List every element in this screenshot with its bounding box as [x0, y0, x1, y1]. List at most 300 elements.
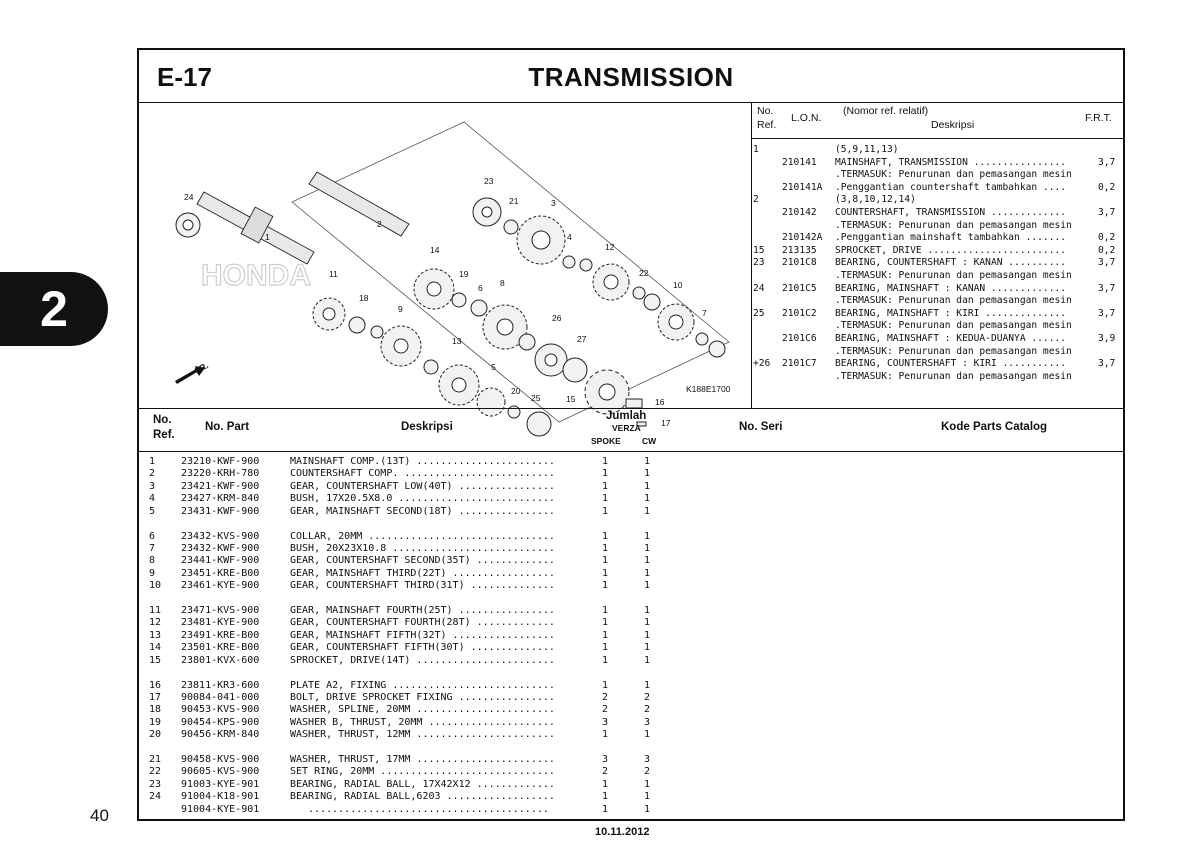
- part-cell-number: 23432-KWF-900: [181, 542, 260, 554]
- table-row: [139, 456, 759, 468]
- part-cell-number: 91003-KYE-901: [181, 778, 260, 790]
- callout-label: 7: [702, 308, 707, 318]
- gear-12-bore: [604, 275, 618, 289]
- part-cell-spoke: 1: [602, 493, 609, 505]
- gear-11-bore: [323, 308, 335, 320]
- table-row: [139, 729, 759, 741]
- washer-21c-part: [424, 360, 438, 374]
- lon-cell-desc: BEARING, MAINSHAFT : KEDUA-DUANYA ......: [835, 333, 1067, 344]
- gear-8-bore: [497, 319, 513, 335]
- callout-label: 5: [491, 362, 496, 372]
- part-cell-number: 91004-K18-901: [181, 791, 260, 803]
- bearing-27-part: [563, 358, 587, 382]
- part-cell-desc: COUNTERSHAFT COMP. .........................: [290, 468, 555, 480]
- lon-row: [751, 144, 1125, 157]
- lon-cell-desc: .Penggantian mainshaft tambahkan .......: [835, 232, 1067, 244]
- part-cell-spoke: 2: [602, 766, 609, 778]
- ring-22-part: [633, 287, 645, 299]
- lon-cell-lon: 2101C6: [782, 333, 817, 344]
- part-cell-desc: MAINSHAFT COMP.(13T) .......................: [290, 456, 555, 467]
- callout-label: 3: [551, 198, 556, 208]
- part-cell-desc: COLLAR, 20MM ...............................: [290, 530, 555, 542]
- table-row: [139, 642, 759, 654]
- part-cell-ref: 11: [149, 605, 162, 616]
- washer-21-part: [504, 220, 518, 234]
- part-cell-desc: GEAR, MAINSHAFT FIFTH(32T) .................: [290, 629, 555, 641]
- callout-label: 23: [484, 176, 494, 186]
- part-cell-ref: 19: [149, 716, 162, 728]
- part-cell-ref: 1: [149, 456, 156, 467]
- lon-cell-ref: 23: [753, 257, 765, 269]
- part-cell-spoke: 1: [602, 679, 609, 691]
- ring-22b-part: [371, 326, 383, 338]
- part-cell-desc: SET RING, 20MM .............................: [290, 766, 555, 778]
- parts-header-jumlah: Jumlah: [606, 410, 647, 422]
- part-cell-spoke: 1: [602, 530, 609, 542]
- parts-header-ref: Ref.: [153, 429, 175, 441]
- bearing-26-bore: [545, 354, 557, 366]
- lon-header-desc-top: (Nomor ref. relatif): [843, 105, 929, 117]
- lon-cell-lon: 2101C8: [782, 257, 817, 269]
- callout-label: 15: [566, 394, 576, 404]
- parts-header-spoke: SPOKE: [591, 436, 621, 446]
- table-row: [139, 779, 759, 791]
- gear-10-bore: [669, 315, 683, 329]
- gear-14-bore: [427, 282, 441, 296]
- gear-9-bore: [394, 339, 408, 353]
- part-cell-ref: 2: [149, 468, 156, 480]
- part-cell-spoke: 1: [602, 505, 609, 517]
- bush-4-part: [563, 256, 575, 268]
- part-cell-desc: GEAR, MAINSHAFT SECOND(18T) ................: [290, 505, 555, 517]
- washer-19b-part: [709, 341, 725, 357]
- part-cell-number: 23427-KRM-840: [181, 493, 260, 505]
- lon-cell-lon: 2101C7: [782, 358, 817, 370]
- part-cell-cw: 2: [644, 766, 651, 778]
- part-cell-spoke: 2: [602, 691, 609, 703]
- part-cell-cw: 1: [644, 629, 651, 641]
- table-row: [139, 680, 759, 692]
- parts-header-part: No. Part: [205, 421, 250, 433]
- table-row: [139, 630, 759, 642]
- table-row: [139, 531, 759, 543]
- section-title: TRANSMISSION: [528, 62, 734, 92]
- part-cell-spoke: 1: [602, 567, 609, 579]
- part-cell-desc: PLATE A2, FIXING ...........................: [290, 679, 555, 691]
- table-row: [139, 555, 759, 567]
- lon-cell-lon: 2101C5: [782, 282, 817, 294]
- lon-cell-desc: .TERMASUK: Penurunan dan pemasangan mesin: [835, 320, 1072, 332]
- honda-watermark: HONDA: [201, 259, 311, 292]
- lon-cell-desc: .TERMASUK: Penurunan dan pemasangan mesin: [835, 345, 1072, 357]
- table-row: [139, 605, 759, 617]
- callout-label: 25: [531, 393, 541, 403]
- lon-row: [751, 207, 1125, 220]
- lon-row: [751, 220, 1125, 233]
- part-cell-spoke: 1: [602, 778, 609, 790]
- part-cell-spoke: 1: [602, 642, 609, 654]
- lon-cell-ref: 15: [753, 244, 765, 256]
- lon-cell-frt: 3,7: [1098, 358, 1116, 370]
- part-cell-cw: 1: [644, 555, 651, 567]
- chapter-tab: [0, 272, 108, 346]
- part-cell-desc: BUSH, 17X20.5X8.0 ..........................: [290, 493, 555, 505]
- part-cell-cw: 3: [644, 754, 651, 765]
- table-row: [139, 568, 759, 580]
- part-cell-spoke: 1: [602, 729, 609, 741]
- callout-label: 20: [511, 386, 521, 396]
- lon-cell-frt: 3,7: [1098, 207, 1116, 218]
- part-cell-desc: BUSH, 20X23X10.8 ...........................: [290, 542, 555, 554]
- washer-19-part: [452, 293, 466, 307]
- lon-header-ref: Ref.: [757, 119, 777, 131]
- callout-label: 24: [184, 192, 194, 202]
- callout-label: 19: [459, 269, 469, 279]
- part-cell-desc: SPROCKET, DRIVE(14T) .......................: [290, 654, 555, 666]
- part-cell-cw: 1: [644, 580, 651, 592]
- lon-cell-desc: .TERMASUK: Penurunan dan pemasangan mesin: [835, 295, 1072, 307]
- lon-row: [751, 295, 1125, 308]
- part-cell-spoke: 1: [602, 629, 609, 641]
- table-row: [139, 704, 759, 716]
- callout-label: 26: [552, 313, 562, 323]
- part-cell-spoke: 3: [602, 754, 609, 765]
- bearing-24-bore: [183, 220, 193, 230]
- page-frame: [137, 48, 1125, 821]
- part-cell-ref: 9: [149, 567, 156, 579]
- part-cell-number: 23491-KRE-B00: [181, 629, 260, 641]
- lon-row: [751, 270, 1125, 283]
- part-cell-number: 23801-KVX-600: [181, 654, 260, 666]
- part-cell-number: 90458-KVS-900: [181, 754, 260, 765]
- lon-cell-frt: 3,9: [1098, 333, 1116, 344]
- lon-cell-frt: 0,2: [1098, 244, 1116, 256]
- lon-cell-desc: BEARING, COUNTERSHAFT : KIRI ...........: [835, 358, 1067, 370]
- table-row: [139, 468, 759, 480]
- parts-header-no: No.: [153, 414, 172, 426]
- lon-cell-ref: 24: [753, 282, 765, 294]
- table-row: [139, 481, 759, 493]
- lon-cell-ref: 2: [753, 194, 759, 206]
- part-cell-cw: 3: [644, 716, 651, 728]
- lon-cell-lon: 210142: [782, 207, 817, 218]
- part-cell-cw: 1: [644, 778, 651, 790]
- part-cell-desc: GEAR, MAINSHAFT THIRD(22T) .................: [290, 567, 555, 579]
- part-cell-cw: 1: [644, 542, 651, 554]
- callout-label: 4: [567, 232, 572, 242]
- lon-cell-desc: .TERMASUK: Penurunan dan pemasangan mesin: [835, 219, 1072, 231]
- part-cell-spoke: 1: [602, 605, 609, 616]
- lon-cell-lon: 2101C2: [782, 307, 817, 319]
- part-cell-cw: 1: [644, 567, 651, 579]
- lon-cell-desc: .Penggantian countershaft tambahkan ....: [835, 181, 1067, 193]
- lon-row: [751, 232, 1125, 245]
- part-cell-ref: 17: [149, 691, 162, 703]
- lon-row: [751, 182, 1125, 195]
- part-cell-desc: WASHER, SPLINE, 20MM .......................: [290, 704, 555, 716]
- part-cell-spoke: 1: [602, 468, 609, 480]
- part-cell-spoke: 1: [602, 555, 609, 567]
- part-cell-desc: BEARING, RADIAL BALL,6203 ..................: [290, 791, 555, 803]
- part-cell-desc: WASHER, THRUST, 12MM .......................: [290, 729, 555, 741]
- part-cell-number: 90456-KRM-840: [181, 729, 260, 741]
- callout-label: 17: [661, 418, 671, 428]
- part-cell-cw: 1: [644, 456, 651, 467]
- part-cell-desc: BEARING, RADIAL BALL, 17X42X12 .............: [290, 778, 555, 790]
- part-cell-desc: WASHER, THRUST, 17MM .......................: [290, 754, 555, 765]
- page-number: 40: [90, 806, 109, 825]
- collar-6-part: [471, 300, 487, 316]
- lon-row: [751, 245, 1125, 258]
- part-cell-ref: 5: [149, 505, 156, 517]
- part-cell-desc: GEAR, COUNTERSHAFT LOW(40T) ................: [290, 480, 555, 492]
- table-row: [139, 617, 759, 629]
- part-cell-number: 23421-KWF-900: [181, 480, 260, 492]
- lon-cell-ref: 25: [753, 307, 765, 319]
- parts-table-header: [139, 408, 1123, 452]
- countershaft-outline: [292, 122, 729, 422]
- lon-cell-desc: BEARING, MAINSHAFT : KIRI ..............: [835, 307, 1067, 319]
- table-row: [139, 692, 759, 704]
- callout-label: 12: [605, 242, 615, 252]
- parts-header-catalog: Kode Parts Catalog: [941, 421, 1048, 433]
- callout-label: 18: [359, 293, 369, 303]
- table-row: [139, 655, 759, 667]
- countershaft: [309, 172, 409, 236]
- lon-header-desc: Deskripsi: [931, 119, 975, 131]
- callout-label: 8: [500, 278, 505, 288]
- part-cell-ref: 16: [149, 679, 162, 691]
- part-cell-cw: 1: [644, 791, 651, 803]
- part-cell-cw: 1: [644, 493, 651, 505]
- part-cell-desc: GEAR, MAINSHAFT FOURTH(25T) ................: [290, 605, 555, 616]
- lon-header-lon: L.O.N.: [791, 112, 822, 124]
- callout-label: 9: [398, 304, 403, 314]
- part-cell-number: 23220-KRH-780: [181, 468, 260, 480]
- part-cell-cw: 1: [644, 679, 651, 691]
- lon-cell-desc: MAINSHAFT, TRANSMISSION ................: [835, 156, 1067, 168]
- plate-16-part: [626, 399, 642, 408]
- lon-cell-lon: 213135: [782, 244, 817, 256]
- lon-row: [751, 157, 1125, 170]
- table-row: [139, 506, 759, 518]
- lon-cell-desc: .TERMASUK: Penurunan dan pemasangan mesin: [835, 270, 1072, 281]
- table-row: [139, 754, 759, 766]
- table-row: [139, 493, 759, 505]
- bearing-23-bore: [482, 207, 492, 217]
- part-cell-number: 23441-KWF-900: [181, 555, 260, 567]
- part-cell-cw: 1: [644, 530, 651, 542]
- callout-label: 16: [655, 397, 665, 407]
- callout-label: 6: [478, 283, 483, 293]
- part-cell-desc: GEAR, COUNTERSHAFT FOURTH(28T) .............: [290, 617, 555, 629]
- washer-18-part: [644, 294, 660, 310]
- parts-header-verza: VERZA: [612, 423, 641, 433]
- gear-13-bore: [452, 378, 466, 392]
- callout-label: 21: [509, 196, 519, 206]
- part-cell-desc: ........................................: [290, 803, 549, 815]
- part-cell-spoke: 1: [602, 580, 609, 592]
- parts-header-serial: No. Seri: [739, 421, 783, 433]
- lon-cell-frt: 0,2: [1098, 232, 1116, 244]
- part-cell-number: 90454-KPS-900: [181, 716, 260, 728]
- part-cell-ref: 21: [149, 754, 162, 765]
- print-date: 10.11.2012: [595, 826, 650, 838]
- table-row: [139, 766, 759, 778]
- part-cell-ref: 10: [149, 580, 162, 592]
- parts-header-cw: CW: [642, 436, 657, 446]
- part-cell-spoke: 1: [602, 456, 609, 467]
- labor-operation-table: [751, 102, 1125, 408]
- lon-cell-frt: 3,7: [1098, 156, 1116, 168]
- lon-row: [751, 358, 1125, 371]
- lon-cell-ref: +26: [753, 358, 771, 370]
- part-cell-ref: 12: [149, 617, 162, 629]
- diagram-code: K188E1700: [686, 384, 731, 394]
- front-direction-label: FR.: [193, 360, 210, 376]
- part-cell-cw: 2: [644, 704, 651, 716]
- part-cell-number: 90605-KVS-900: [181, 766, 260, 778]
- part-cell-number: 23431-KWF-900: [181, 505, 260, 517]
- callout-label: 2: [377, 219, 382, 229]
- part-cell-cw: 2: [644, 691, 651, 703]
- part-cell-cw: 1: [644, 605, 651, 616]
- part-cell-ref: 14: [149, 642, 162, 654]
- part-cell-ref: 22: [149, 766, 162, 778]
- part-cell-number: 23451-KRE-B00: [181, 567, 260, 579]
- lon-cell-desc: COUNTERSHAFT, TRANSMISSION .............: [835, 207, 1067, 218]
- lon-cell-desc: BEARING, COUNTERSHAFT : KANAN ..........: [835, 257, 1067, 269]
- washer-18b-part: [349, 317, 365, 333]
- lon-row: [751, 333, 1125, 346]
- part-cell-spoke: 1: [602, 803, 609, 815]
- callout-label: 1: [265, 232, 270, 242]
- lon-cell-ref: 1: [753, 144, 759, 155]
- lon-row: [751, 257, 1125, 270]
- lon-row: [751, 194, 1125, 207]
- parts-header-desc: Deskripsi: [401, 421, 453, 433]
- lon-cell-frt: 3,7: [1098, 307, 1116, 319]
- part-cell-desc: BOLT, DRIVE SPROCKET FIXING ................: [290, 691, 555, 703]
- lon-cell-desc: (5,9,11,13): [835, 144, 899, 155]
- part-cell-cw: 1: [644, 654, 651, 666]
- part-cell-cw: 1: [644, 617, 651, 629]
- lon-cell-desc: .TERMASUK: Penurunan dan pemasangan mesin: [835, 370, 1072, 382]
- callout-label: 10: [673, 280, 683, 290]
- part-cell-ref: 4: [149, 493, 156, 505]
- table-row: [139, 804, 759, 816]
- lon-cell-desc: SPROCKET, DRIVE ........................: [835, 244, 1067, 256]
- callout-label: 13: [452, 336, 462, 346]
- lon-cell-desc: BEARING, MAINSHAFT : KANAN .............: [835, 282, 1067, 294]
- callout-label: 27: [577, 334, 587, 344]
- part-cell-cw: 1: [644, 729, 651, 741]
- part-cell-ref: 20: [149, 729, 162, 741]
- table-row: [139, 543, 759, 555]
- lon-row: [751, 169, 1125, 182]
- part-cell-ref: 6: [149, 530, 156, 542]
- lon-row: [751, 308, 1125, 321]
- lon-header-no: No.: [757, 105, 774, 117]
- part-cell-cw: 1: [644, 480, 651, 492]
- section-code: E-17: [157, 62, 212, 92]
- lon-cell-lon: 210141: [782, 156, 817, 168]
- part-cell-cw: 1: [644, 468, 651, 480]
- part-cell-number: 23811-KR3-600: [181, 679, 260, 691]
- part-cell-ref: 24: [149, 791, 162, 803]
- callout-label: 11: [329, 269, 338, 279]
- part-cell-desc: GEAR, COUNTERSHAFT THIRD(31T) ..............: [290, 580, 555, 592]
- sprocket-15-bore: [599, 384, 615, 400]
- table-row: [139, 580, 759, 592]
- part-cell-ref: 23: [149, 778, 162, 790]
- part-cell-number: 23501-KRE-B00: [181, 642, 260, 654]
- part-cell-spoke: 1: [602, 542, 609, 554]
- chapter-tab-number: 2: [40, 281, 68, 337]
- lon-cell-lon: 210142A: [782, 232, 823, 244]
- part-cell-number: 90453-KVS-900: [181, 704, 260, 716]
- lon-cell-lon: 210141A: [782, 181, 823, 193]
- gear-3-bore: [532, 231, 550, 249]
- part-cell-ref: 8: [149, 555, 156, 567]
- lon-row: [751, 283, 1125, 296]
- part-cell-desc: GEAR, COUNTERSHAFT SECOND(35T) .............: [290, 555, 555, 567]
- lon-cell-desc: (3,8,10,12,14): [835, 194, 916, 206]
- washer-21b-part: [580, 259, 592, 271]
- part-cell-desc: WASHER B, THRUST, 20MM .....................: [290, 716, 555, 728]
- part-cell-number: 90084-041-000: [181, 691, 260, 703]
- lon-header-frt: F.R.T.: [1085, 112, 1112, 124]
- lon-cell-frt: 3,7: [1098, 257, 1116, 269]
- table-row: [139, 717, 759, 729]
- part-cell-spoke: 1: [602, 791, 609, 803]
- lon-table-header: [751, 102, 1125, 139]
- lon-cell-frt: 0,2: [1098, 181, 1116, 193]
- part-cell-spoke: 1: [602, 654, 609, 666]
- part-cell-number: 23432-KVS-900: [181, 530, 260, 542]
- callout-label: 22: [639, 268, 649, 278]
- part-cell-spoke: 1: [602, 617, 609, 629]
- title-row: [139, 50, 1123, 103]
- part-cell-ref: 13: [149, 629, 162, 641]
- part-cell-spoke: 1: [602, 480, 609, 492]
- mainshaft: [197, 192, 314, 264]
- lon-row: [751, 346, 1125, 359]
- part-cell-desc: GEAR, COUNTERSHAFT FIFTH(30T) ..............: [290, 642, 555, 654]
- part-cell-number: 23461-KYE-900: [181, 580, 260, 592]
- table-row: [139, 791, 759, 803]
- part-cell-number: 23471-KVS-900: [181, 605, 260, 616]
- lon-row: [751, 320, 1125, 333]
- part-cell-spoke: 3: [602, 716, 609, 728]
- lon-row: [751, 371, 1125, 384]
- lon-cell-desc: .TERMASUK: Penurunan dan pemasangan mesin: [835, 169, 1072, 181]
- part-cell-ref: 15: [149, 654, 162, 666]
- callout-label: 14: [430, 245, 440, 255]
- part-cell-spoke: 2: [602, 704, 609, 716]
- part-cell-ref: 3: [149, 480, 156, 492]
- lon-cell-frt: 3,7: [1098, 282, 1116, 294]
- part-cell-cw: 1: [644, 642, 651, 654]
- part-cell-ref: 18: [149, 704, 162, 716]
- washer-19c-part: [519, 334, 535, 350]
- part-cell-number: 23210-KWF-900: [181, 456, 260, 467]
- part-cell-ref: 7: [149, 542, 156, 554]
- bush-7-part: [696, 333, 708, 345]
- part-cell-number: 91004-KYE-901: [181, 803, 260, 815]
- part-cell-cw: 1: [644, 803, 651, 815]
- part-cell-cw: 1: [644, 505, 651, 517]
